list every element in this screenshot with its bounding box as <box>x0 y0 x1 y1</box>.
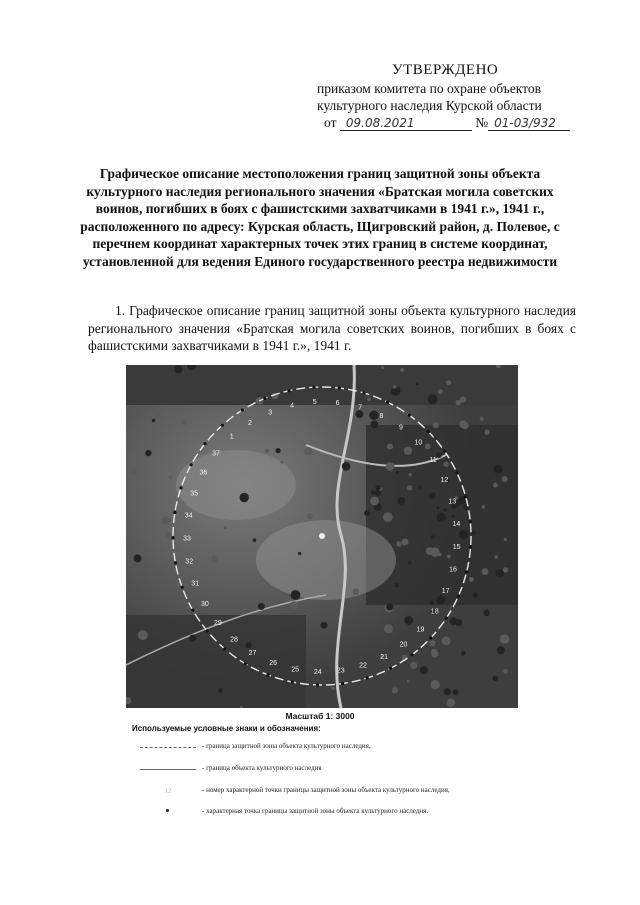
legend-title: Используемые условные знаки и обозначения: <box>132 724 321 733</box>
tree-mark <box>218 688 223 693</box>
tree-mark <box>459 530 468 539</box>
tree-mark <box>404 447 412 455</box>
boundary-point-dot <box>469 520 472 523</box>
boundary-point-label: 2 <box>247 419 252 427</box>
boundary-point-label: 33 <box>183 535 191 543</box>
boundary-point-dot <box>389 667 392 670</box>
boundary-point-dot <box>410 653 413 656</box>
tree-mark <box>436 506 439 509</box>
tree-mark <box>431 535 435 539</box>
boundary-point-label: 36 <box>199 469 208 477</box>
tree-mark <box>307 513 313 519</box>
tree-mark <box>497 646 505 654</box>
tree-mark <box>321 622 328 629</box>
approval-line-1: приказом комитета по охране объектов <box>317 81 541 96</box>
boundary-point-label: 4 <box>290 402 295 410</box>
boundary-point-dot <box>464 495 467 498</box>
boundary-point-label: 21 <box>380 653 388 661</box>
heritage-object-boundary <box>319 533 325 539</box>
tree-mark <box>428 394 438 404</box>
tree-mark <box>370 497 379 506</box>
tree-mark <box>459 420 467 428</box>
number-prefix: № <box>475 115 489 130</box>
tree-mark <box>436 596 445 605</box>
boundary-point-label: 37 <box>212 450 220 458</box>
tree-mark <box>189 635 196 642</box>
boundary-point-label: 25 <box>291 666 299 674</box>
section-first-line: 1. Графическое описание границ защитной зоны объекта культурного <box>115 303 520 318</box>
tree-mark <box>407 680 410 683</box>
tree-mark <box>442 636 451 645</box>
satellite-map <box>126 365 518 708</box>
tree-mark <box>182 420 187 425</box>
approval-date-line <box>324 115 570 131</box>
boundary-point-dot <box>408 414 411 417</box>
legend-item-dashed <box>140 741 540 755</box>
boundary-point-dot <box>174 561 177 564</box>
boundary-point-dot <box>429 636 432 639</box>
tree-mark <box>290 601 298 609</box>
boundary-point-label: 32 <box>185 558 194 566</box>
tree-mark <box>447 699 455 707</box>
tree-mark <box>483 610 490 617</box>
boundary-point-dot <box>469 545 472 548</box>
boundary-point-dot <box>179 486 182 489</box>
tree-mark <box>260 579 264 583</box>
legend-item-dot <box>140 806 540 820</box>
tree-mark <box>367 397 371 401</box>
boundary-point-label: 10 <box>414 439 423 447</box>
legend-item-solid <box>140 763 540 777</box>
boundary-point-label: 28 <box>230 636 238 644</box>
tree-mark <box>408 560 412 564</box>
tree-mark <box>396 471 399 474</box>
tree-mark <box>331 687 335 691</box>
tree-mark <box>245 642 251 648</box>
tree-mark <box>431 680 440 689</box>
boundary-point-dot <box>362 391 365 394</box>
map-scale: Масштаб 1: 3000 <box>285 711 355 721</box>
tree-mark <box>253 538 257 542</box>
boundary-point-dot <box>456 472 459 475</box>
dashed-line-symbol <box>140 747 196 748</box>
tree-mark <box>304 447 312 455</box>
tree-mark <box>429 492 436 499</box>
tree-mark <box>394 583 399 588</box>
boundary-point-dot <box>465 570 468 573</box>
tree-mark <box>134 554 142 562</box>
boundary-point-label: 12 <box>440 477 449 484</box>
tree-mark <box>168 476 172 480</box>
tree-mark <box>211 555 218 562</box>
boundary-point-label: 13 <box>448 498 457 506</box>
tree-mark <box>494 465 503 474</box>
tree-mark <box>471 530 476 535</box>
map-clearing <box>256 520 396 600</box>
boundary-point-label: 20 <box>399 641 408 649</box>
tree-mark <box>450 617 458 625</box>
boundary-point-label: 27 <box>248 649 257 657</box>
tree-mark <box>472 593 478 599</box>
tree-mark <box>400 368 404 372</box>
boundary-point-label: 34 <box>184 512 193 520</box>
tree-mark <box>404 616 413 625</box>
boundary-point-dot <box>181 586 184 589</box>
boundary-point-dot <box>223 647 226 650</box>
tree-mark <box>496 569 505 578</box>
tree-mark <box>162 516 170 524</box>
boundary-point-dot <box>206 629 209 632</box>
document-title: Графическое описание местоположения границ защитной зоны объекта культурного наследия регионального значения «Братская могила советских воинов, погибших в боях с фашистскими захватчиками в 1941 г.», 1941 г., расположенного по адресу: Курская область, Щигровский район, д. Полевое, с перечнем координат характерных точек этих границ в системе координат, установленной для ведения Единого государственного реестра недвижимости <box>80 166 560 269</box>
tree-mark <box>384 624 393 633</box>
tree-mark <box>174 365 182 373</box>
tree-mark <box>364 510 370 516</box>
boundary-point-dot <box>443 450 446 453</box>
boundary-point-label: 18 <box>430 608 439 616</box>
approval-title: УТВЕРЖДЕНО <box>392 62 499 78</box>
boundary-point-dot <box>266 673 269 676</box>
map-image <box>126 365 518 708</box>
boundary-point-label: 1 <box>229 433 234 441</box>
boundary-point-dot <box>263 397 266 400</box>
tree-mark <box>502 476 508 482</box>
tree-mark <box>409 473 412 476</box>
tree-mark <box>375 490 381 496</box>
tree-mark <box>433 422 439 428</box>
tree-mark <box>425 444 431 450</box>
tree-mark <box>397 497 405 505</box>
tree-mark <box>482 568 489 575</box>
boundary-point-label: 9 <box>399 424 403 432</box>
tree-mark <box>418 485 422 489</box>
boundary-point-dot <box>244 662 247 665</box>
tree-mark <box>381 366 384 369</box>
boundary-point-label: 11 <box>429 457 437 465</box>
legend-text: - характерная точка границы защитной зоны объекта культурного наследия. <box>202 807 429 815</box>
tree-mark <box>453 689 459 695</box>
tree-mark <box>165 532 171 538</box>
tree-mark <box>291 590 301 600</box>
tree-mark <box>370 420 378 428</box>
approval-date: 09.08.2021 <box>340 116 472 131</box>
tree-mark <box>371 490 376 495</box>
approval-number: 01-03/932 <box>488 116 570 131</box>
boundary-point-dot <box>312 386 315 389</box>
boundary-point-dot <box>203 442 206 445</box>
tree-mark <box>280 461 283 464</box>
tree-mark <box>145 450 151 456</box>
boundary-point-label: 5 <box>312 399 317 407</box>
tree-mark <box>224 526 228 530</box>
boundary-point-label: 30 <box>201 601 209 609</box>
boundary-point-dot <box>173 511 176 514</box>
tree-mark <box>387 444 393 450</box>
tree-mark <box>416 382 419 385</box>
boundary-point-label: 31 <box>191 580 200 588</box>
boundary-point-dot <box>291 680 294 683</box>
boundary-point-dot <box>386 401 389 404</box>
tree-mark <box>430 601 434 605</box>
legend-text: - граница защитной зоны объекта культурного наследия, <box>202 742 371 750</box>
legend-text: - граница объекта культурного наследия <box>202 764 322 772</box>
tree-mark <box>353 589 359 595</box>
boundary-point-label: 7 <box>358 404 363 412</box>
date-prefix: от <box>324 115 337 130</box>
tree-mark <box>265 449 270 454</box>
boundary-point-dot <box>171 536 174 539</box>
tree-mark <box>438 389 443 394</box>
tree-mark <box>130 468 137 475</box>
tree-mark <box>451 514 455 518</box>
boundary-point-label: 16 <box>449 566 457 574</box>
boundary-point-dot <box>241 408 244 411</box>
tree-mark <box>492 676 498 682</box>
boundary-point-dot <box>457 594 460 597</box>
tree-mark <box>342 462 351 471</box>
tree-mark <box>386 603 393 610</box>
boundary-point-label: 24 <box>313 668 322 676</box>
tree-mark <box>420 666 428 674</box>
tree-mark <box>461 651 466 656</box>
boundary-point-label: 35 <box>190 490 199 498</box>
tree-mark <box>482 505 486 509</box>
tree-mark <box>503 669 508 674</box>
tree-mark <box>276 448 281 453</box>
tree-mark <box>152 419 156 423</box>
solid-line-symbol <box>140 769 196 770</box>
boundary-point-dot <box>445 616 448 619</box>
tree-mark <box>393 385 397 389</box>
tree-mark <box>429 640 435 646</box>
boundary-point-dot <box>427 430 430 433</box>
tree-mark <box>494 555 498 559</box>
tree-mark <box>480 417 484 421</box>
tree-mark <box>392 687 398 693</box>
boundary-point-label: 29 <box>214 620 222 627</box>
tree-mark <box>431 649 437 655</box>
tree-mark <box>430 547 439 556</box>
tree-mark <box>298 552 301 555</box>
boundary-point-label: 8 <box>379 412 384 420</box>
boundary-point-dot <box>191 609 194 612</box>
boundary-point-dot <box>287 389 290 392</box>
boundary-point-label: 6 <box>335 399 340 407</box>
boundary-point-label: 23 <box>336 667 345 675</box>
tree-mark <box>383 512 393 522</box>
boundary-point-dot <box>366 676 369 679</box>
tree-mark <box>456 400 462 406</box>
tree-mark <box>240 493 249 502</box>
boundary-point-label: 3 <box>268 409 273 417</box>
tree-mark <box>500 634 510 644</box>
tree-mark <box>504 538 507 541</box>
tree-mark <box>386 462 395 471</box>
boundary-point-dot <box>316 683 319 686</box>
boundary-point-dot <box>221 424 224 427</box>
section-rest: наследия регионального значения «Братская могила советских воинов, погибших в боях с фашистскими захватчиками в 1941 г.», 1941 г. <box>88 303 577 353</box>
tree-mark <box>436 452 442 458</box>
tree-mark <box>503 567 508 572</box>
map-field-top <box>126 365 518 405</box>
boundary-point-label: 15 <box>452 543 461 551</box>
boundary-point-label: 14 <box>452 521 461 528</box>
section-paragraph <box>88 302 576 355</box>
boundary-point-dot <box>190 463 193 466</box>
tree-mark <box>129 447 133 451</box>
tree-mark <box>493 483 498 488</box>
boundary-point-dot <box>341 682 344 685</box>
approval-line-2: культурного наследия Курской области <box>317 98 542 113</box>
tree-mark <box>396 541 401 546</box>
tree-mark <box>437 513 446 522</box>
tree-mark <box>375 485 380 490</box>
tree-mark <box>156 412 160 416</box>
tree-mark <box>410 662 417 669</box>
tree-mark <box>138 630 148 640</box>
tree-mark <box>446 380 451 385</box>
boundary-point-dot <box>338 386 341 389</box>
boundary-point-label: 19 <box>416 626 425 634</box>
legend-item-number: 12 - номер характерной точки границы защитной зоны объекта культурного наследия, <box>164 786 450 795</box>
map-field-bottom <box>126 615 306 708</box>
tree-mark <box>485 429 490 434</box>
tree-mark <box>469 577 474 582</box>
boundary-point-label: 17 <box>441 588 450 596</box>
boundary-point-label: 26 <box>269 659 277 667</box>
tree-mark <box>443 508 447 512</box>
boundary-point-label: 22 <box>359 662 367 670</box>
tree-mark <box>258 603 265 610</box>
tree-mark <box>444 462 449 467</box>
tree-mark <box>402 539 409 546</box>
tree-mark <box>447 555 451 559</box>
legend-text: - номер характерной точки границы защитной зоны объекта культурного наследия, <box>202 786 450 794</box>
tree-mark <box>369 411 378 420</box>
tree-mark <box>407 485 412 490</box>
tree-mark <box>444 688 451 695</box>
